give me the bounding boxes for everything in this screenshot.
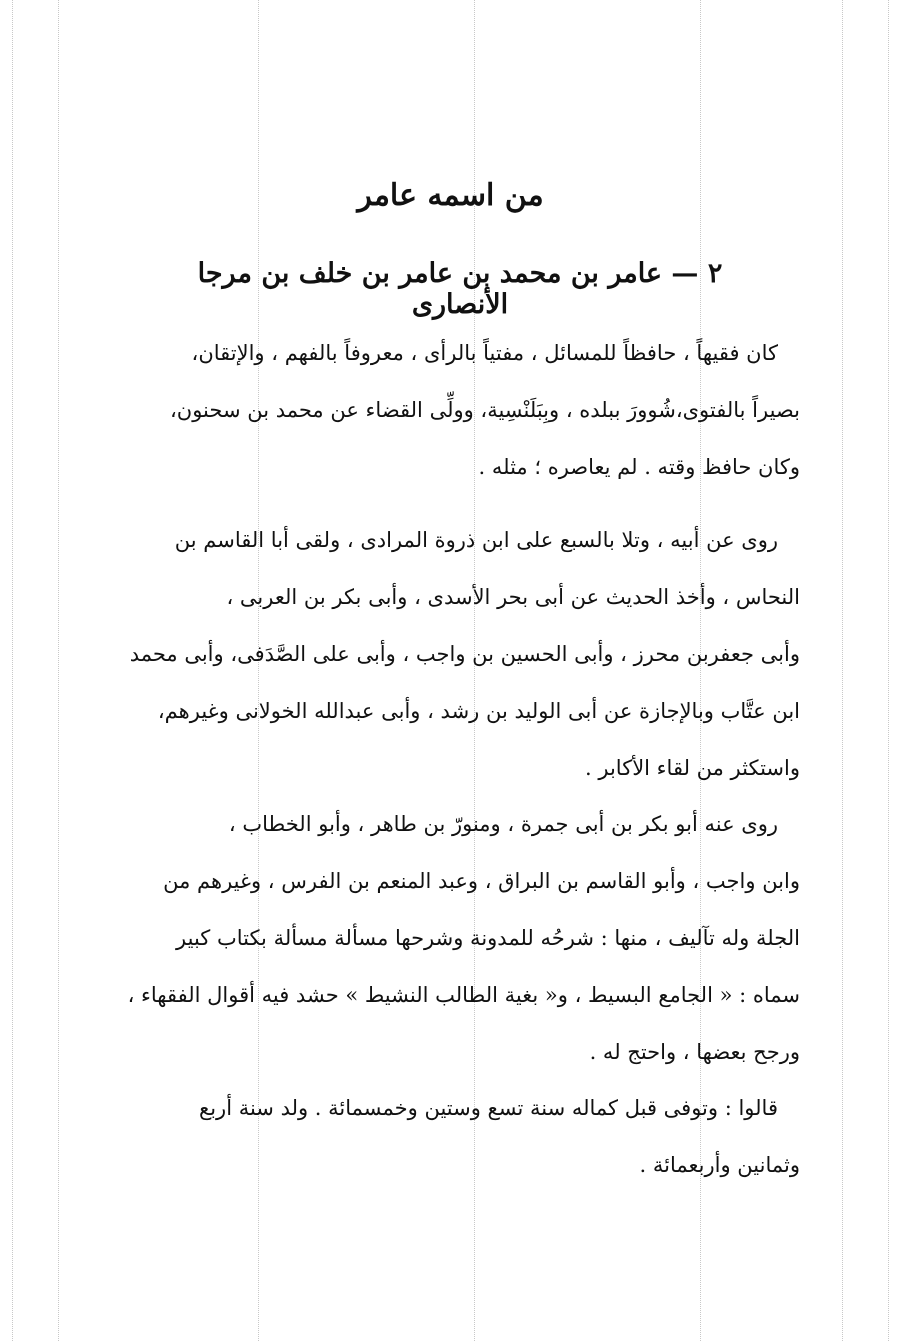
paragraph-description — [120, 325, 800, 496]
text-line: واستكثر من لقاء الأكابر . — [585, 756, 800, 780]
paragraph-death — [120, 1080, 800, 1194]
text-line: النحاس ، وأخذ الحديث عن أبى بحر الأسدى ، وأبى بكر بن العربى ، — [226, 585, 800, 609]
text-line: الجلة وله تآليف ، منها : شرحُه للمدونة وشرحها مسألة مسألة بكتاب كبير — [176, 926, 800, 950]
text-line: روى عن أبيه ، وتلا بالسبع على ابن ذروة المرادى ، ولقى أبا القاسم بن — [174, 528, 778, 552]
text-line: وابن واجب ، وأبو القاسم بن البراق ، وعبد المنعم بن الفرس ، وغيرهم من — [163, 869, 800, 893]
text-line: روى عنه أبو بكر بن أبى جمرة ، ومنورّ بن طاهر ، وأبو الخطاب ، — [228, 812, 778, 836]
text-line: وكان حافظ وقته . لم يعاصره ؛ مثله . — [478, 455, 800, 479]
text-line: كان فقيهاً ، حافظاً للمسائل ، مفتياً بالرأى ، معروفاً بالفهم ، والإتقان، — [191, 341, 778, 365]
text-line: وأبى جعفربن محرز ، وأبى الحسين بن واجب ، وأبى على الصَّدَفى، وأبى محمد — [129, 642, 800, 666]
text-line: ابن عتَّاب وبالإجازة عن أبى الوليد بن رشد ، وأبى عبدالله الخولانى وغيرهم، — [157, 699, 800, 723]
text-line: بصيراً بالفتوى،شُوورَ ببلده ، وبِبَلَنْسِية، وولِّى القضاء عن محمد بن سحنون، — [170, 398, 800, 422]
paragraph-teachers — [120, 512, 800, 797]
text-line: وثمانين وأربعمائة . — [639, 1153, 800, 1177]
section-title: من اسمه عامر — [357, 178, 544, 213]
text-line: سماه : « الجامع البسيط ، و« بغية الطالب النشيط » حشد فيه أقوال الفقهاء ، — [127, 983, 800, 1007]
text-line: ورجح بعضها ، واحتج له . — [589, 1040, 800, 1064]
text-line: قالوا : وتوفى قبل كماله سنة تسع وستين وخمسمائة . ولد سنة أربع — [199, 1096, 778, 1120]
paragraph-students — [120, 796, 800, 1081]
entry-heading: ٢ — عامر بن محمد بن عامر بن خلف بن مرجا الأنصارى — [197, 258, 723, 320]
